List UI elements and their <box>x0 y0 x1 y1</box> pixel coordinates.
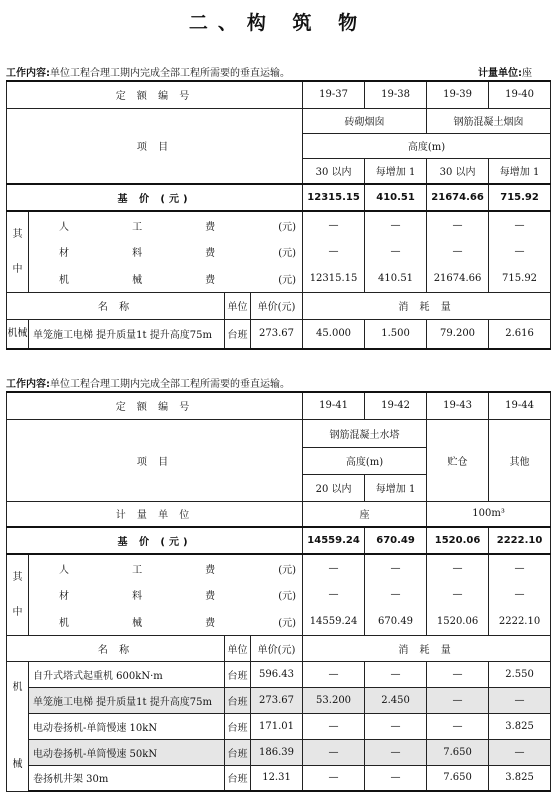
consumption-value: 3.825 <box>489 765 551 791</box>
group-header: 钢筋混凝土水塔 <box>303 419 427 447</box>
fee-label-material: 材 料 费 (元) <box>29 238 303 265</box>
machine-price: 12.31 <box>251 765 303 791</box>
quota-number-label: 定 额 编 号 <box>7 392 303 419</box>
consumption-value: — <box>303 739 365 765</box>
fee-value: — <box>489 554 551 581</box>
qi-char: 其 <box>12 228 23 240</box>
item-label: 项 目 <box>7 108 303 184</box>
fee-value: — <box>427 554 489 581</box>
fee-value: — <box>303 554 365 581</box>
consumption-value: — <box>365 661 427 687</box>
quota-number-label: 定 额 编 号 <box>7 81 303 108</box>
consumption-value: — <box>489 739 551 765</box>
sub-header: 30 以内 <box>303 158 365 184</box>
machine-name: 单笼施工电梯 提升质量1t 提升高度75m <box>29 319 225 349</box>
machine-unit: 台班 <box>225 765 251 791</box>
machine-cat-bottom: 械 <box>12 759 23 770</box>
machine-unit: 台班 <box>225 661 251 687</box>
code-cell: 19-38 <box>365 81 427 108</box>
code-cell: 19-41 <box>303 392 365 419</box>
fee-value: 12315.15 <box>303 265 365 292</box>
name-col-header: 名 称 <box>7 635 225 661</box>
zhong-char: 中 <box>12 263 23 275</box>
zhong-char: 中 <box>12 606 23 618</box>
qi-zhong-cell <box>7 211 29 292</box>
group-header: 贮仓 <box>427 419 489 501</box>
consumption-value: — <box>303 713 365 739</box>
height-label: 高度(m) <box>303 447 427 474</box>
unit-col-header: 单位 <box>225 635 251 661</box>
machine-unit: 台班 <box>225 319 251 349</box>
work-content-note-1 <box>6 64 290 79</box>
work-content-label: 工作内容: <box>6 379 50 390</box>
price-col-header: 单价(元) <box>251 635 303 661</box>
fee-label-labor: 人 工 费 (元) <box>29 554 303 581</box>
measure-unit-value: 座 <box>522 68 532 79</box>
machine-cat-top: 机 <box>12 682 23 693</box>
work-content-note-2 <box>6 375 290 390</box>
fee-value: — <box>489 211 551 238</box>
machine-unit: 台班 <box>225 687 251 713</box>
consumption-value: 7.650 <box>427 739 489 765</box>
machine-name: 自升式塔式起重机 600kN·m <box>29 661 225 687</box>
sub-header: 30 以内 <box>427 158 489 184</box>
machine-category: 机械 <box>7 319 29 349</box>
consumption-value: — <box>365 713 427 739</box>
consumption-value: — <box>427 713 489 739</box>
fee-label-machine: 机 械 费 (元) <box>29 608 303 635</box>
fee-value: — <box>365 554 427 581</box>
machine-name: 单笼施工电梯 提升质量1t 提升高度75m <box>29 687 225 713</box>
fee-value: 2222.10 <box>489 608 551 635</box>
fee-value: — <box>303 211 365 238</box>
sub-header: 每增加 1 <box>365 474 427 501</box>
base-price-value: 670.49 <box>365 527 427 554</box>
code-cell: 19-37 <box>303 81 365 108</box>
quota-table-2 <box>6 391 551 792</box>
base-price-value: 21674.66 <box>427 184 489 211</box>
code-cell: 19-44 <box>489 392 551 419</box>
consumption-value: 1.500 <box>365 319 427 349</box>
code-cell: 19-40 <box>489 81 551 108</box>
consumption-value: 7.650 <box>427 765 489 791</box>
fee-value: — <box>365 211 427 238</box>
consumption-value: 45.000 <box>303 319 365 349</box>
fee-label-labor: 人 工 费 (元) <box>29 211 303 238</box>
consumption-value: — <box>365 765 427 791</box>
base-price-value: 14559.24 <box>303 527 365 554</box>
base-price-label: 基 价 (元) <box>7 527 303 554</box>
fee-value: 715.92 <box>489 265 551 292</box>
measure-unit-a: 座 <box>303 501 427 527</box>
consumption-value: — <box>365 739 427 765</box>
base-price-value: 2222.10 <box>489 527 551 554</box>
fee-value: 410.51 <box>365 265 427 292</box>
machine-price: 596.43 <box>251 661 303 687</box>
measure-unit-row-label: 计 量 单 位 <box>7 501 303 527</box>
name-col-header: 名 称 <box>7 292 225 319</box>
item-label: 项 目 <box>7 419 303 501</box>
machine-price: 273.67 <box>251 687 303 713</box>
fee-value: — <box>365 238 427 265</box>
fee-value: — <box>303 238 365 265</box>
qi-char: 其 <box>12 571 23 583</box>
base-price-value: 1520.06 <box>427 527 489 554</box>
work-content-text: 单位工程合理工期内完成全部工程所需要的垂直运输。 <box>50 68 290 79</box>
fee-value: 1520.06 <box>427 608 489 635</box>
fee-value: 14559.24 <box>303 608 365 635</box>
machine-category <box>7 661 29 791</box>
measure-unit-label: 计量单位: <box>478 68 522 79</box>
base-price-label: 基 价 (元) <box>7 184 303 211</box>
fee-value: — <box>427 581 489 608</box>
machine-price: 171.01 <box>251 713 303 739</box>
consumption-value: — <box>427 661 489 687</box>
fee-value: — <box>489 581 551 608</box>
consumption-header: 消 耗 量 <box>303 635 551 661</box>
consumption-value: — <box>303 765 365 791</box>
qi-zhong-cell <box>7 554 29 635</box>
code-cell: 19-43 <box>427 392 489 419</box>
group-header: 砖砌烟囱 <box>303 108 427 133</box>
unit-col-header: 单位 <box>225 292 251 319</box>
fee-value: 21674.66 <box>427 265 489 292</box>
machine-unit: 台班 <box>225 739 251 765</box>
measure-unit-b: 100m³ <box>427 501 551 527</box>
fee-value: — <box>303 581 365 608</box>
machine-unit: 台班 <box>225 713 251 739</box>
fee-value: — <box>427 238 489 265</box>
work-content-text: 单位工程合理工期内完成全部工程所需要的垂直运输。 <box>50 379 290 390</box>
page-title: 二、构 筑 物 <box>188 12 368 34</box>
work-content-label: 工作内容: <box>6 68 50 79</box>
fee-value: — <box>489 238 551 265</box>
base-price-value: 715.92 <box>489 184 551 211</box>
price-col-header: 单价(元) <box>251 292 303 319</box>
consumption-value: — <box>427 687 489 713</box>
sub-header: 每增加 1 <box>489 158 551 184</box>
machine-name: 卷扬机井架 30m <box>29 765 225 791</box>
consumption-value: 3.825 <box>489 713 551 739</box>
code-cell: 19-39 <box>427 81 489 108</box>
quota-table-1 <box>6 80 551 350</box>
consumption-value: 2.450 <box>365 687 427 713</box>
machine-name: 电动卷扬机-单筒慢速 50kN <box>29 739 225 765</box>
machine-price: 186.39 <box>251 739 303 765</box>
fee-value: — <box>365 581 427 608</box>
consumption-value: — <box>489 687 551 713</box>
sub-header: 每增加 1 <box>365 158 427 184</box>
fee-value: — <box>427 211 489 238</box>
fee-label-material: 材 料 费 (元) <box>29 581 303 608</box>
group-header: 其他 <box>489 419 551 501</box>
consumption-value: 79.200 <box>427 319 489 349</box>
fee-label-machine: 机 械 费 (元) <box>29 265 303 292</box>
consumption-value: 2.550 <box>489 661 551 687</box>
machine-price: 273.67 <box>251 319 303 349</box>
consumption-value: — <box>303 661 365 687</box>
base-price-value: 12315.15 <box>303 184 365 211</box>
height-label: 高度(m) <box>303 133 551 158</box>
machine-name: 电动卷扬机-单筒慢速 10kN <box>29 713 225 739</box>
fee-value: 670.49 <box>365 608 427 635</box>
sub-header: 20 以内 <box>303 474 365 501</box>
group-header: 钢筋混凝土烟囱 <box>427 108 551 133</box>
consumption-header: 消 耗 量 <box>303 292 551 319</box>
code-cell: 19-42 <box>365 392 427 419</box>
measure-unit-note <box>478 64 532 79</box>
consumption-value: 53.200 <box>303 687 365 713</box>
base-price-value: 410.51 <box>365 184 427 211</box>
consumption-value: 2.616 <box>489 319 551 349</box>
